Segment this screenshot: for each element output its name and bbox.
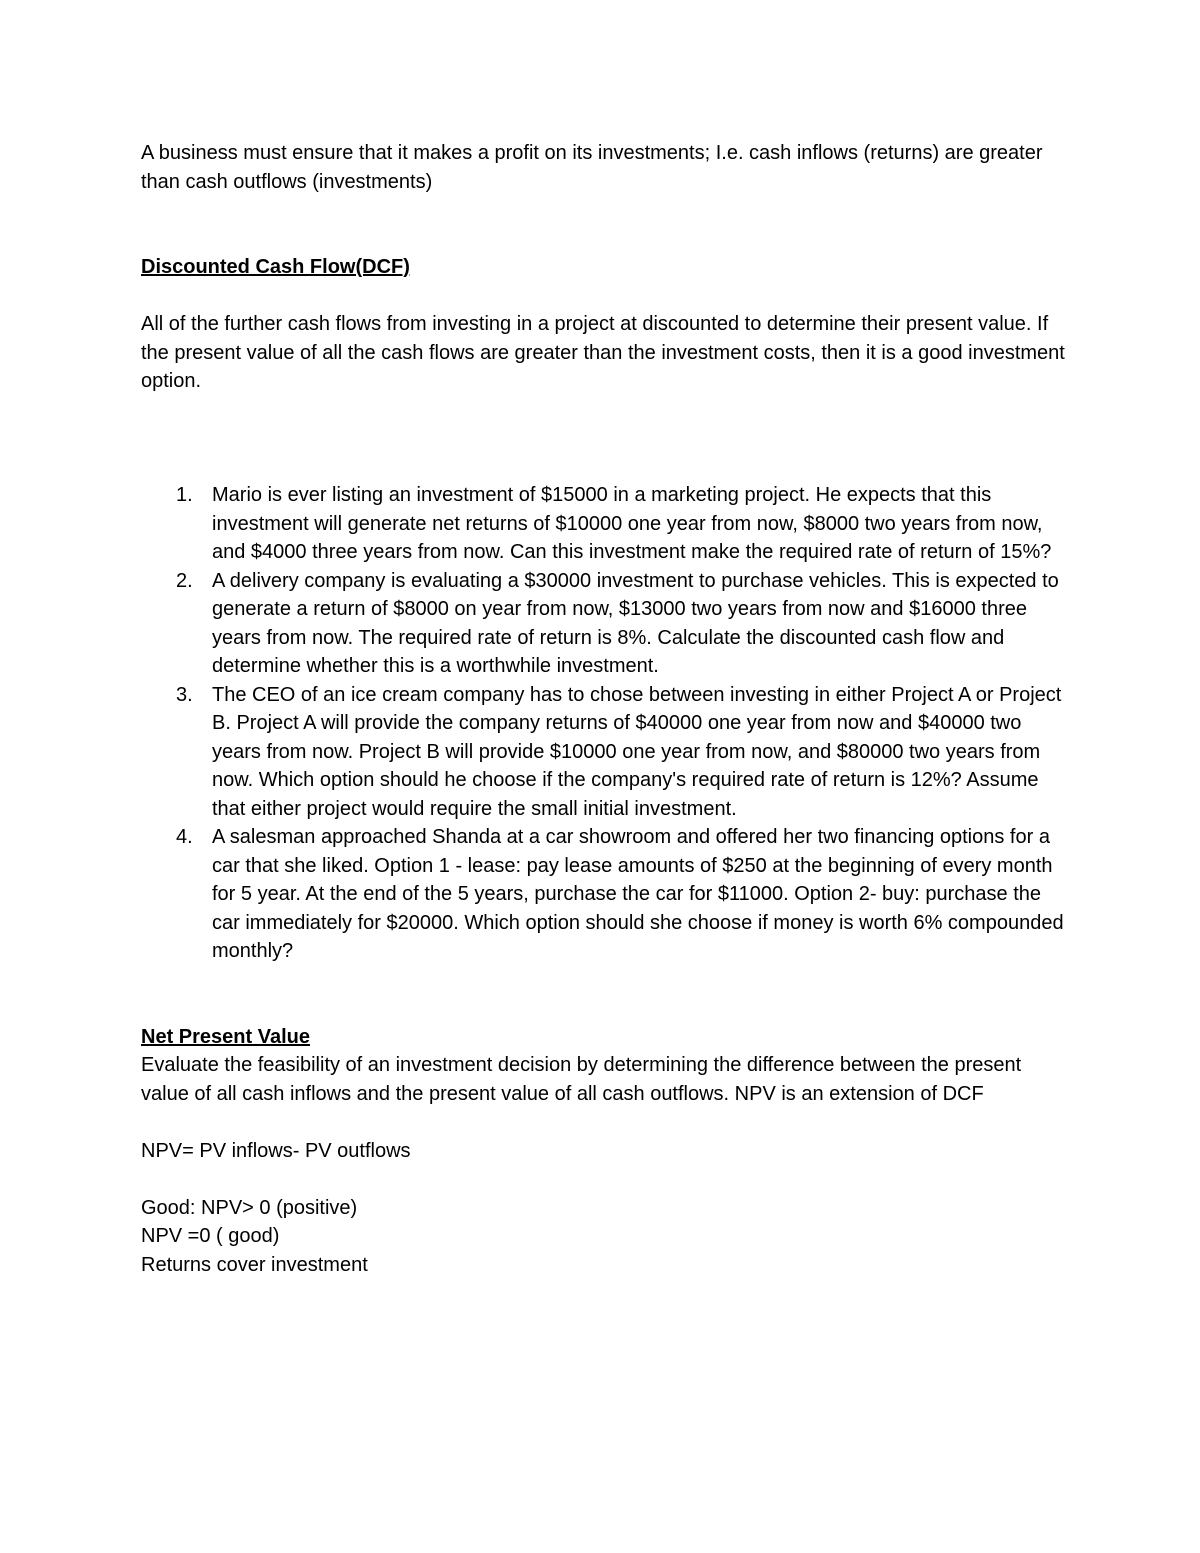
list-item-text: The CEO of an ice cream company has to chose between investing in either Project A or Project B. Project A will provide the company returns of $40000 one year from now and $40000 two years from now. Project B will provide $10000 one year from now, and $80000 two years from now. Which option should he choose if the company's required rate of return is 12%? Assume that either project would require the small initial investment. [212, 683, 1062, 820]
npv-paragraph: Evaluate the feasibility of an investment decision by determining the difference between the present value of all cash inflows and the present value of all cash outflows. NPV is an extension of DCF [141, 1054, 1022, 1105]
spacer [141, 966, 1066, 1023]
question-list [141, 481, 1066, 966]
npv-formula: NPV= PV inflows- PV outflows [141, 1139, 411, 1162]
dcf-paragraph: All of the further cash flows from investing in a project at discounted to determine their present value. If the present value of all the cash flows are greater than the investment costs, then it is a good investment option. [141, 313, 1065, 392]
npv-heading: Net Present Value [141, 1025, 310, 1048]
list-item-number: 4. [176, 826, 193, 848]
spacer [141, 282, 1066, 311]
list-item [141, 481, 1066, 567]
spacer [141, 1108, 1066, 1137]
npv-zero-line: NPV =0 ( good) [141, 1225, 280, 1247]
intro-paragraph: A business must ensure that it makes a profit on its investments; I.e. cash inflows (returns) are greater than cash outflows (investments) [141, 142, 1043, 193]
list-item-text: Mario is ever listing an investment of $15000 in a marketing project. He expects that this investment will generate net returns of $10000 one year from now, $8000 two years from now, and $4000 three years from now. Can this investment make the required rate of return of 15%? [212, 484, 1052, 563]
list-item-number: 3. [176, 683, 193, 706]
list-item-text: A delivery company is evaluating a $30000 investment to purchase vehicles. This is expected to generate a return of $8000 on year from now, $13000 two years from now and $16000 three years from now. The required rate of return is 8%. Calculate the discounted cash flow and determine whether this is a worthwhile investment. [212, 569, 1059, 677]
spacer [141, 196, 1066, 253]
list-item-number: 1. [176, 484, 193, 506]
npv-good-line: Good: NPV> 0 (positive) [141, 1196, 358, 1219]
npv-returns-line: Returns cover investment [141, 1253, 368, 1276]
spacer [141, 1165, 1066, 1194]
spacer [141, 396, 1066, 482]
list-item [141, 823, 1066, 966]
dcf-heading: Discounted Cash Flow(DCF) [141, 256, 410, 278]
document-body [141, 139, 1066, 1279]
list-item-text: A salesman approached Shanda at a car showroom and offered her two financing options for a car that she liked. Option 1 - lease: pay lease amounts of $250 at the beginning of every month for 5 year. At the end of the 5 years, purchase the car for $11000. Option 2- buy: purchase the car immediately for $20000. Which option should she choose if money is worth 6% compounded monthly? [212, 826, 1064, 962]
list-item-number: 2. [176, 569, 193, 592]
list-item [141, 681, 1066, 824]
list-item [141, 567, 1066, 681]
